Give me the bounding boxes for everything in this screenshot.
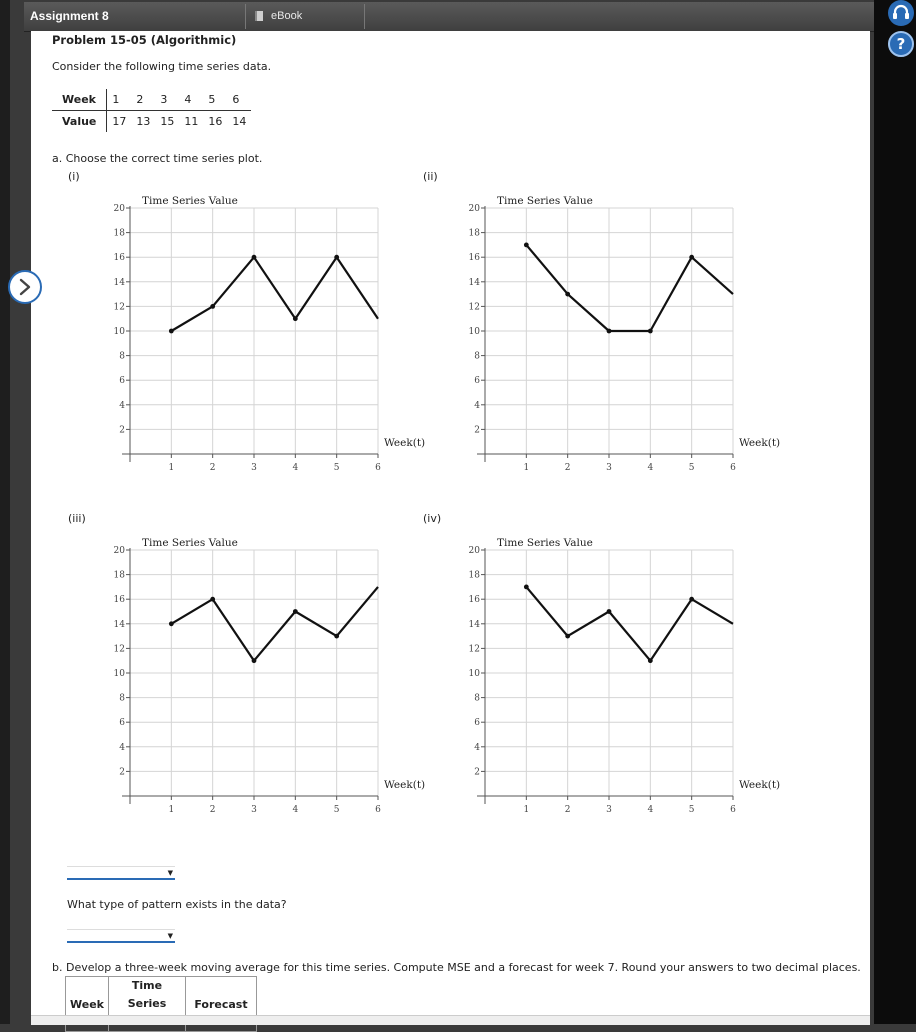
y-tick-label: 12	[468, 644, 480, 655]
plot-label-i: (i)	[68, 170, 80, 183]
y-axis-title: Time Series Value	[497, 537, 593, 549]
pattern-question: What type of pattern exists in the data?	[67, 898, 287, 911]
x-axis-title: Week(t)	[384, 779, 426, 791]
divider	[245, 4, 246, 29]
pattern-choice-dropdown[interactable]	[67, 929, 175, 943]
x-tick-label: 4	[292, 463, 299, 473]
problem-intro: Consider the following time series data.	[52, 60, 272, 73]
x-tick-label: 5	[688, 463, 695, 473]
week-cell: 2	[131, 89, 155, 111]
y-tick-label: 2	[119, 425, 125, 436]
x-tick-label: 6	[730, 805, 736, 815]
y-tick-label: 6	[474, 718, 480, 729]
y-tick-label: 20	[468, 204, 480, 214]
part-b-question: b. Develop a three-week moving average for this time series. Compute MSE and a forecast for week 7. Round your answers to two decimal places.	[52, 961, 861, 974]
x-tick-label: 2	[209, 463, 216, 473]
headset-icon[interactable]	[888, 0, 914, 26]
y-tick-label: 12	[113, 644, 125, 655]
value-cell: 16	[208, 115, 223, 128]
right-sidebar	[874, 0, 916, 1024]
plot-i[interactable]	[100, 190, 430, 480]
week-cell: 5	[203, 89, 227, 111]
data-point	[293, 316, 298, 321]
y-tick-label: 18	[113, 228, 125, 239]
data-point	[648, 329, 653, 334]
y-axis-title: Time Series Value	[142, 537, 238, 549]
x-tick-label: 2	[564, 463, 571, 473]
data-point	[689, 597, 694, 602]
assignment-title: Assignment 8	[30, 9, 109, 23]
data-point	[252, 658, 257, 663]
data-point	[524, 585, 529, 590]
x-tick-label: 3	[606, 463, 612, 473]
data-point	[210, 304, 215, 309]
x-tick-label: 4	[292, 805, 299, 815]
y-tick-label: 4	[119, 742, 125, 753]
y-tick-label: 8	[474, 693, 480, 704]
x-tick-label: 6	[375, 805, 381, 815]
title-bar	[24, 2, 874, 32]
y-tick-label: 6	[474, 376, 480, 387]
plot-label-ii: (ii)	[423, 170, 438, 183]
ebook-link[interactable]: eBook	[271, 10, 303, 22]
y-tick-label: 6	[119, 718, 125, 729]
data-point	[607, 329, 612, 334]
x-tick-label: 6	[730, 463, 736, 473]
week-cell: 1	[107, 89, 132, 111]
caret-down-icon: ▼	[167, 869, 173, 877]
y-tick-label: 10	[468, 327, 480, 337]
x-tick-label: 2	[564, 805, 571, 815]
divider	[364, 4, 365, 29]
y-tick-label: 8	[119, 351, 125, 362]
problem-title: Problem 15-05 (Algorithmic)	[52, 33, 237, 47]
y-tick-label: 14	[468, 619, 480, 630]
y-tick-label: 16	[468, 595, 480, 606]
plot-label-iii: (iii)	[68, 512, 86, 525]
y-tick-label: 4	[474, 742, 480, 753]
x-tick-label: 5	[688, 805, 695, 815]
plot-label-iv: (iv)	[423, 512, 442, 525]
y-tick-label: 16	[113, 595, 125, 606]
data-point	[648, 658, 653, 663]
x-axis-title: Week(t)	[739, 779, 781, 791]
data-point	[169, 329, 174, 334]
x-tick-label: 1	[523, 463, 530, 473]
y-tick-label: 12	[113, 302, 125, 313]
help-button[interactable]	[888, 31, 914, 57]
week-cell: 3	[155, 89, 179, 111]
y-tick-label: 8	[474, 351, 480, 362]
x-tick-label: 1	[168, 463, 175, 473]
y-tick-label: 18	[468, 228, 480, 239]
plot-ii[interactable]	[455, 190, 785, 480]
y-tick-label: 4	[474, 400, 480, 411]
y-tick-label: 12	[468, 302, 480, 313]
row-label-week: Week	[52, 89, 107, 111]
y-tick-label: 18	[113, 570, 125, 581]
y-tick-label: 8	[119, 693, 125, 704]
value-cell: 14	[232, 115, 247, 128]
data-point	[607, 609, 612, 614]
x-tick-label: 4	[647, 463, 654, 473]
y-tick-label: 2	[119, 767, 125, 778]
y-tick-label: 14	[113, 619, 125, 630]
x-axis-title: Week(t)	[384, 437, 426, 449]
question-icon: ?	[896, 35, 906, 53]
next-arrow-button[interactable]	[8, 270, 42, 304]
data-point	[252, 255, 257, 260]
x-tick-label: 5	[333, 805, 340, 815]
x-tick-label: 6	[375, 463, 381, 473]
chevron-right-icon	[10, 272, 40, 302]
time-series-table	[52, 89, 251, 132]
data-point	[565, 292, 570, 297]
ma-header-forecast: Forecast	[185, 977, 256, 1032]
x-tick-label: 3	[606, 805, 612, 815]
plot-iv[interactable]	[455, 532, 785, 822]
value-cell: 17	[112, 115, 127, 128]
y-tick-label: 2	[474, 767, 480, 778]
y-tick-label: 10	[113, 669, 125, 679]
row-label-value: Value	[52, 111, 107, 133]
y-tick-label: 16	[113, 253, 125, 264]
data-point	[334, 255, 339, 260]
series-line	[526, 245, 733, 331]
x-tick-label: 3	[251, 463, 257, 473]
y-tick-label: 2	[474, 425, 480, 436]
week-cell: 4	[179, 89, 203, 111]
x-tick-label: 3	[251, 805, 257, 815]
y-tick-label: 14	[468, 277, 480, 288]
y-tick-label: 10	[468, 669, 480, 679]
data-point	[524, 243, 529, 248]
data-point	[293, 609, 298, 614]
y-tick-label: 4	[119, 400, 125, 411]
x-axis-title: Week(t)	[739, 437, 781, 449]
x-tick-label: 4	[647, 805, 654, 815]
caret-down-icon: ▼	[167, 932, 173, 940]
plot-iii[interactable]	[100, 532, 430, 822]
left-frame	[0, 0, 10, 1024]
x-tick-label: 1	[168, 805, 175, 815]
data-point	[565, 634, 570, 639]
y-tick-label: 20	[113, 204, 125, 214]
value-cell: 15	[160, 115, 175, 128]
series-line	[171, 257, 378, 331]
y-tick-label: 6	[119, 376, 125, 387]
x-tick-label: 2	[209, 805, 216, 815]
plot-choice-dropdown[interactable]	[67, 866, 175, 880]
x-tick-label: 1	[523, 805, 530, 815]
y-tick-label: 10	[113, 327, 125, 337]
ma-header-value: Time Series	[108, 977, 185, 1032]
y-axis-title: Time Series Value	[142, 195, 238, 207]
x-tick-label: 5	[333, 463, 340, 473]
y-tick-label: 20	[468, 546, 480, 556]
y-tick-label: 20	[113, 546, 125, 556]
y-axis-title: Time Series Value	[497, 195, 593, 207]
ma-header-week: Week	[66, 977, 109, 1032]
part-a-question: a. Choose the correct time series plot.	[52, 152, 263, 165]
y-tick-label: 14	[113, 277, 125, 288]
data-point	[334, 634, 339, 639]
book-icon	[254, 10, 264, 22]
y-tick-label: 18	[468, 570, 480, 581]
y-tick-label: 16	[468, 253, 480, 264]
value-cell: 11	[184, 115, 199, 128]
value-cell: 13	[136, 115, 151, 128]
week-cell: 6	[227, 89, 251, 111]
data-point	[210, 597, 215, 602]
data-point	[169, 621, 174, 626]
data-point	[689, 255, 694, 260]
